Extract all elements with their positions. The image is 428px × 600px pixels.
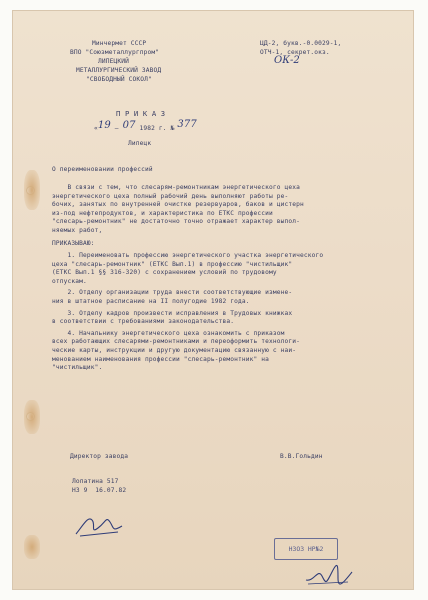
org-line-2: ВПО "Союзметаллургпром" — [70, 49, 160, 56]
handwritten-initials-left — [72, 510, 128, 540]
order-city: Липецк — [128, 140, 152, 147]
preamble-block — [52, 184, 304, 236]
archive-code-line-2: ОТЧ-1, секрет.окз. — [260, 49, 330, 56]
order-title: П Р И К А З — [116, 109, 166, 118]
archive-code-line-1: ЦД-2, букв.-0.0029-1, — [260, 40, 342, 47]
item-line: отпускам. — [52, 277, 87, 285]
archive-stamp-text: НЗОЗ НР№2 — [288, 545, 324, 553]
archive-handwritten-note: ОК-2 — [274, 55, 300, 66]
item-line: 3. Отделу кадров произвести исправления в Трудовых книжках — [52, 309, 293, 317]
preamble-line: В связи с тем, что слесарям-ремонтникам энергетического цеха — [52, 184, 301, 191]
stain-lower — [24, 535, 40, 559]
order-date-line: «19 — 07 1982 г. № 377 — [94, 119, 197, 132]
item-line: 2. Отделу организации труда внести соответствующие измене- — [52, 289, 293, 297]
handwritten-signature-right — [304, 562, 354, 588]
order-item-2 — [52, 289, 323, 306]
document-sheet — [12, 10, 414, 590]
item-line: в соответствии с требованиями законодательства. — [52, 318, 235, 326]
order-item-1 — [52, 252, 323, 286]
preamble-line: энергетического цеха полный рабочий день выполняют работы ре- — [52, 192, 289, 200]
item-line: ческие карты, инструкции и другую документацию связанную с наи- — [52, 346, 297, 354]
org-line-3: ЛИПЕЦКИЙ — [98, 58, 130, 65]
preamble-line: бочих, занятых по внутренней очистке резервуаров, баков и цистерн — [52, 201, 304, 209]
date-quote: « — [94, 125, 98, 132]
item-line: (ЕТКС Вып.1 §§ 316-320) с сохранением условий по трудовому — [52, 269, 277, 277]
item-line: всех работающих слесарями-ремонтниками и переоформить технологи- — [52, 338, 301, 346]
order-subject: О переименовании профессий — [52, 166, 153, 173]
org-line-1: Минчермет СССР — [92, 40, 147, 47]
preamble-line: няемых работ, — [52, 226, 103, 234]
order-item-4 — [52, 330, 323, 373]
footer-line-1: Лопатина 517 — [72, 478, 119, 485]
item-line: ния в штатное расписание на II полугодие 1982 года. — [52, 297, 250, 305]
org-line-4: МЕТАЛЛУРГИЧЕСКИЙ ЗАВОД — [76, 67, 162, 74]
order-number: 377 — [177, 119, 197, 130]
item-line: 4. Начальнику энергетического цеха ознакомить с приказом — [52, 329, 285, 337]
date-month: 07 — [122, 120, 136, 131]
item-line: 1. Переименовать профессию энергетического участка энергетического — [52, 252, 324, 259]
order-items — [52, 252, 323, 373]
date-year: 1982 г. № — [135, 125, 175, 132]
stain-middle — [24, 400, 40, 434]
prikazyvayu-heading: ПРИКАЗЫВАЮ: — [52, 240, 95, 247]
order-item-3 — [52, 310, 323, 327]
preamble-line: из-под нефтепродуктов, и характеристика по ЕТКС профессии — [52, 209, 273, 217]
item-line: цеха "слесарь-ремонтник" (ЕТКС Вып.1) в профессию "чистильщик" — [52, 260, 293, 268]
signature-name: В.В.Гольдин — [280, 453, 323, 460]
stain-upper — [24, 170, 40, 210]
footer-line-2: НЗ 9 16.07.82 — [72, 487, 127, 494]
org-line-5: "СВОБОДНЫЙ СОКОЛ" — [86, 76, 152, 83]
preamble-line: "слесарь-ремонтник" не достаточно точно отражает характер выпол- — [52, 218, 301, 226]
archive-stamp — [274, 538, 338, 560]
item-line: "чистильщик". — [52, 364, 103, 372]
signature-role: Директор завода — [70, 453, 129, 460]
item-line: менованием наименования профессии "слесарь-ремонтник" на — [52, 355, 270, 363]
date-day: 19 — [97, 120, 111, 131]
